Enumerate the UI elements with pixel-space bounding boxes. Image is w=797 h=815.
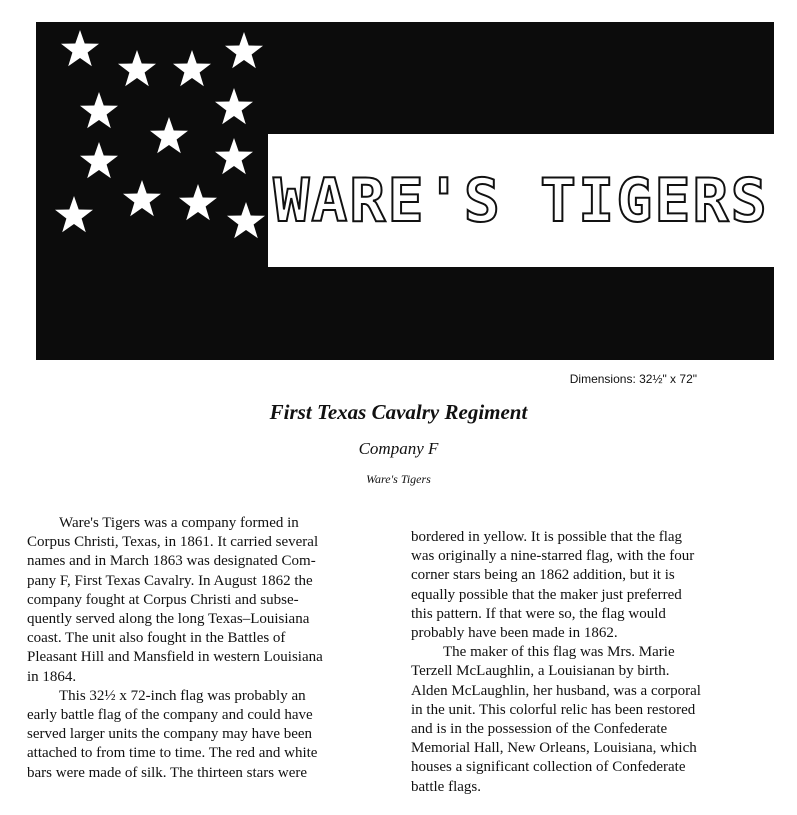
body-column-left	[27, 514, 387, 783]
body-line: quently served along the long Texas–Louisiana	[27, 611, 310, 628]
body-line: pany F, First Texas Cavalry. In August 1862 the	[27, 572, 313, 589]
page-title: First Texas Cavalry Regiment	[269, 400, 528, 424]
body-line: Corpus Christi, Texas, in 1861. It carried several	[27, 534, 319, 551]
page-subsubtitle: Ware's Tigers	[366, 472, 431, 486]
body-line: The maker of this flag was Mrs. Marie	[443, 644, 675, 661]
flag-star-13	[227, 202, 265, 238]
body-line: Ware's Tigers was a company formed in	[59, 515, 299, 531]
body-line: was originally a nine-starred flag, with the four	[411, 548, 695, 565]
body-line: probably have been made in 1862.	[411, 625, 618, 642]
body-line: company fought at Corpus Christi and subse-	[27, 591, 299, 608]
body-line: bordered in yellow. It is possible that the flag	[411, 529, 683, 545]
flag-star-12	[179, 184, 217, 220]
flag-star-5	[80, 92, 118, 128]
body-line: in the unit. This colorful relic has been restored	[411, 701, 696, 718]
flag-star-10	[55, 196, 93, 232]
body-line: and is in the possession of the Confederate	[411, 721, 668, 738]
flag-star-8	[80, 142, 118, 178]
flag-star-7	[150, 117, 188, 153]
body-line: served larger units the company may have been	[27, 726, 313, 743]
body-line: Terzell McLaughlin, a Louisianan by birth.	[411, 663, 670, 680]
body-line: attached to from time to time. The red and white	[27, 745, 318, 762]
body-line: Memorial Hall, New Orleans, Louisiana, which	[411, 740, 697, 757]
flag-image	[36, 22, 774, 360]
body-line: equally possible that the maker just preferred	[411, 586, 682, 603]
body-line: early battle flag of the company and could have	[27, 707, 313, 724]
flag-stars	[36, 22, 276, 262]
flag-star-2	[118, 50, 156, 86]
flag-star-4	[225, 32, 263, 68]
body-line: battle flags.	[411, 778, 481, 795]
body-line: Alden McLaughlin, her husband, was a corporal	[411, 682, 701, 699]
body-line: this pattern. If that were so, the flag would	[411, 605, 666, 622]
body-line: This 32½ x 72-inch flag was probably an	[59, 687, 306, 704]
body-column-right	[411, 528, 781, 797]
body-line: houses a significant collection of Confederate	[411, 759, 686, 776]
body-line: Pleasant Hill and Mansfield in western Louisiana	[27, 649, 323, 666]
flag-star-6	[215, 88, 253, 124]
body-line: coast. The unit also fought in the Battles of	[27, 630, 286, 647]
flag-white-bar	[268, 134, 774, 267]
flag-dimensions: Dimensions: 32½" x 72"	[569, 372, 697, 386]
flag-banner-text: WARE'S TIGERS	[273, 165, 769, 236]
body-line: names and in March 1863 was designated Com-	[27, 553, 316, 570]
flag-star-9	[215, 138, 253, 174]
body-line: corner stars being an 1862 addition, but it is	[411, 567, 675, 584]
body-line: bars were made of silk. The thirteen stars were	[27, 764, 308, 781]
page-subtitle: Company F	[358, 439, 439, 458]
flag-star-3	[173, 50, 211, 86]
flag-star-1	[61, 30, 99, 66]
flag-star-11	[123, 180, 161, 216]
body-line: in 1864.	[27, 668, 77, 685]
